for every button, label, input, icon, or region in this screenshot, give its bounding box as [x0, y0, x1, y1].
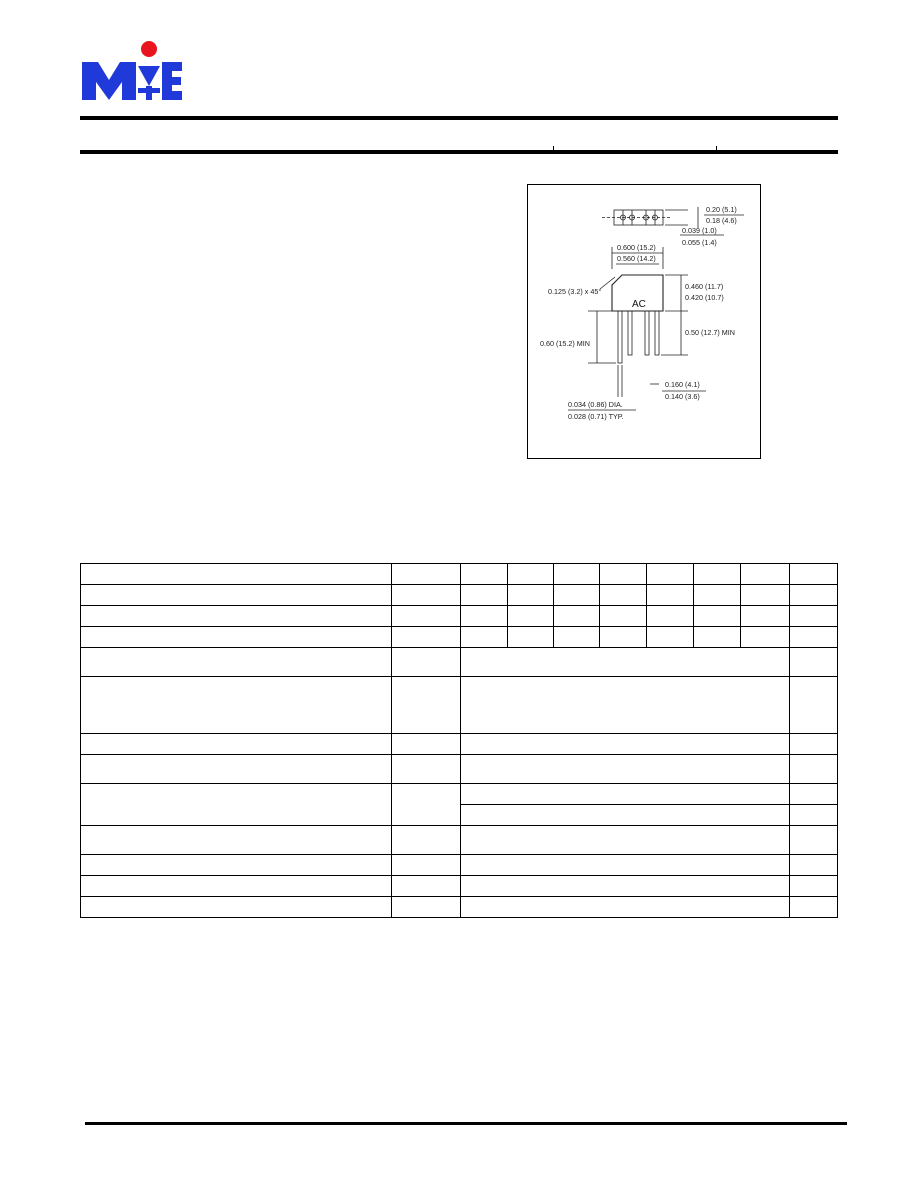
table-cell: [600, 627, 647, 648]
table-cell: [392, 784, 461, 826]
table-cell-merged: [461, 755, 790, 784]
table-cell: [790, 585, 838, 606]
table-cell: [81, 606, 392, 627]
table-cell: [694, 585, 741, 606]
table-cell-merged: [461, 855, 790, 876]
logo-dot: [141, 41, 157, 57]
table-cell: [392, 564, 461, 585]
table-cell: [741, 585, 790, 606]
table-cell: [392, 734, 461, 755]
table-cell: [81, 627, 392, 648]
table-cell: [790, 627, 838, 648]
dim-lead-pitch-max: 0.160 (4.1): [665, 380, 700, 389]
header-rule-top: [80, 116, 838, 120]
table-cell: [600, 606, 647, 627]
table-cell: [647, 585, 694, 606]
table-cell: [741, 627, 790, 648]
dim-width-min: 0.560 (14.2): [617, 254, 656, 263]
table-cell: [790, 876, 838, 897]
dim-lead-pitch-min: 0.140 (3.6): [665, 392, 700, 401]
table-cell: [461, 627, 508, 648]
table-cell-merged: [461, 876, 790, 897]
dim-lead-length-right: 0.50 (12.7) MIN: [685, 328, 735, 337]
table-cell: [392, 606, 461, 627]
table-cell: [81, 755, 392, 784]
table-cell: [694, 564, 741, 585]
dim-lead-offset-min: 0.055 (1.4): [682, 238, 717, 247]
table-cell: [647, 606, 694, 627]
company-logo: [80, 40, 184, 104]
table-cell: [461, 606, 508, 627]
dim-lead-length-left: 0.60 (15.2) MIN: [540, 339, 590, 348]
table-cell: [392, 826, 461, 855]
table-cell: [392, 627, 461, 648]
table-cell: [461, 564, 508, 585]
table-cell: [81, 585, 392, 606]
table-row: [81, 606, 838, 627]
table-cell: [600, 585, 647, 606]
table-cell: [790, 805, 838, 826]
header-rule-bottom: [80, 150, 838, 154]
table-row: [81, 677, 838, 734]
table-row: [81, 627, 838, 648]
chamfer-leader: [600, 277, 615, 289]
dim-top-height-min: 0.18 (4.6): [706, 216, 737, 225]
table-cell: [392, 648, 461, 677]
table-row: [81, 897, 838, 918]
table-cell: [790, 648, 838, 677]
package-outline-drawing: [527, 184, 761, 459]
dim-width-max: 0.600 (15.2): [617, 243, 656, 252]
table-cell: [81, 855, 392, 876]
table-cell: [694, 627, 741, 648]
table-cell: [81, 677, 392, 734]
ratings-table: [80, 563, 838, 918]
lead-2: [628, 311, 632, 355]
table-cell: [81, 648, 392, 677]
logo-letter-e: [162, 62, 182, 100]
table-cell: [81, 564, 392, 585]
table-row: [81, 855, 838, 876]
table-cell: [647, 627, 694, 648]
lead-4: [655, 311, 659, 355]
table-cell: [508, 585, 554, 606]
dim-chamfer: 0.125 (3.2) x 45°: [548, 287, 602, 296]
table-cell: [554, 606, 600, 627]
logo-diode-triangle: [138, 66, 160, 86]
table-cell-merged: [461, 897, 790, 918]
table-cell: [392, 855, 461, 876]
table-row: [81, 876, 838, 897]
table-cell-merged: [461, 677, 790, 734]
lead-3: [645, 311, 649, 355]
table-cell: [392, 677, 461, 734]
table-cell: [790, 677, 838, 734]
footer-rule: [85, 1122, 847, 1125]
table-cell: [790, 784, 838, 805]
table-row: [81, 564, 838, 585]
table-cell: [741, 564, 790, 585]
table-cell: [790, 564, 838, 585]
table-row: [81, 826, 838, 855]
dim-top-height-max: 0.20 (5.1): [706, 205, 737, 214]
dim-lead-dia-min: 0.028 (0.71) TYP.: [568, 412, 624, 421]
table-cell: [790, 755, 838, 784]
dim-body-height-min: 0.420 (10.7): [685, 293, 724, 302]
logo-letter-m: [82, 62, 136, 100]
table-cell: [81, 876, 392, 897]
table-cell-merged: [461, 784, 790, 805]
package-outline-svg: [528, 185, 762, 460]
table-cell: [392, 585, 461, 606]
header-rule-divider-1: [553, 146, 554, 154]
table-cell: [554, 627, 600, 648]
table-cell: [461, 585, 508, 606]
lead-1: [618, 311, 622, 363]
table-cell: [554, 585, 600, 606]
table-cell: [790, 826, 838, 855]
dim-body-height-max: 0.460 (11.7): [685, 282, 724, 291]
table-cell: [694, 606, 741, 627]
table-cell: [81, 784, 392, 826]
table-row: [81, 755, 838, 784]
table-cell: [392, 755, 461, 784]
table-cell: [508, 627, 554, 648]
table-row: [81, 734, 838, 755]
table-cell: [790, 606, 838, 627]
table-cell: [790, 897, 838, 918]
table-row: [81, 585, 838, 606]
package-body-label: AC: [632, 299, 646, 310]
table-cell-merged: [461, 734, 790, 755]
table-cell: [741, 606, 790, 627]
logo-diode-stem: [146, 86, 152, 100]
table-cell-merged: [461, 826, 790, 855]
table-cell: [508, 606, 554, 627]
table-cell: [554, 564, 600, 585]
table-cell: [392, 897, 461, 918]
table-row: [81, 648, 838, 677]
dim-lead-dia-max: 0.034 (0.86) DIA.: [568, 400, 623, 409]
table-cell: [790, 855, 838, 876]
table-cell: [81, 897, 392, 918]
table-cell: [790, 734, 838, 755]
header-rule-divider-2: [716, 146, 717, 154]
table-cell: [81, 734, 392, 755]
table-row: [81, 784, 838, 805]
table-cell: [392, 876, 461, 897]
dim-lead-offset-max: 0.039 (1.0): [682, 226, 717, 235]
table-cell: [647, 564, 694, 585]
table-cell: [600, 564, 647, 585]
table-cell-merged: [461, 805, 790, 826]
table-cell: [81, 826, 392, 855]
table-cell-merged: [461, 648, 790, 677]
table-cell: [508, 564, 554, 585]
